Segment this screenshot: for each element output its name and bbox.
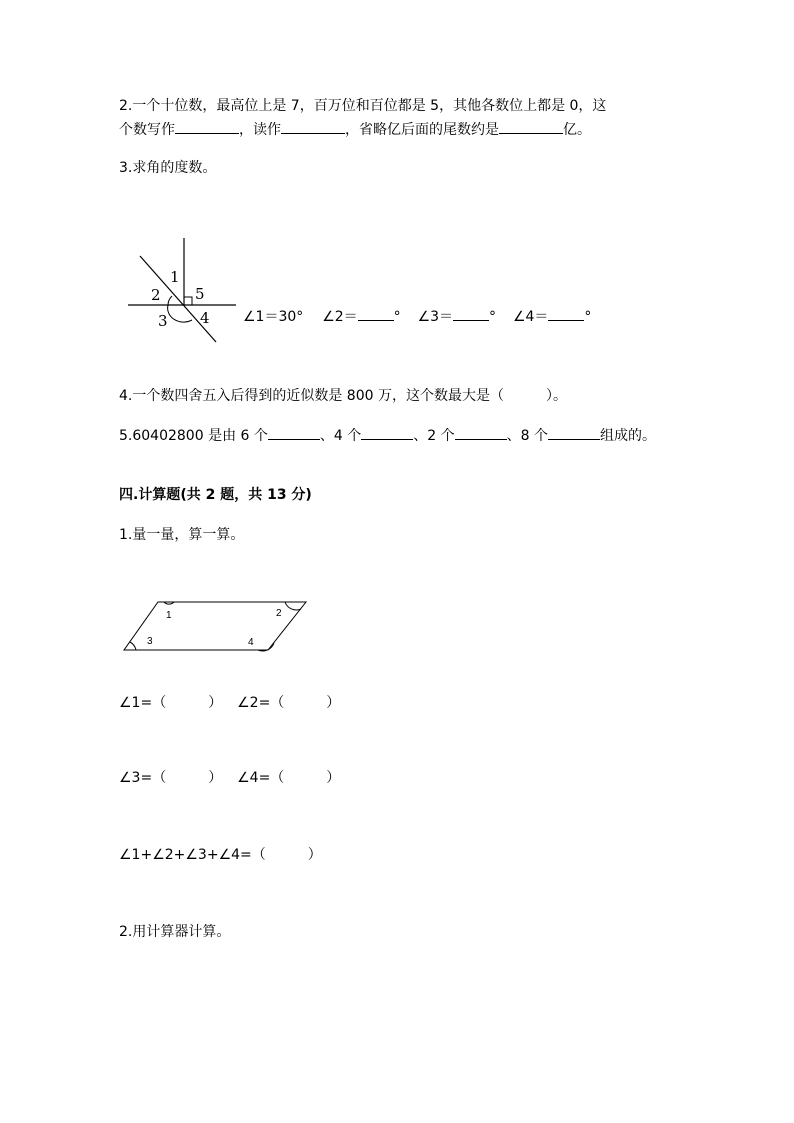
para-label-4: 4 <box>248 637 254 648</box>
calc1-title: 1.量一量，算一算。 <box>119 527 245 543</box>
angle4-deg: ° <box>584 309 592 325</box>
fig-label-5: 5 <box>195 285 205 303</box>
calc1-sum: ∠1+∠2+∠3+∠4=（ ） <box>119 847 322 863</box>
angle4-label: ∠4＝ <box>512 309 549 325</box>
q5-blank-2[interactable] <box>361 425 413 440</box>
para-label-1: 1 <box>166 610 172 621</box>
q2-text-d: 亿。 <box>563 122 591 138</box>
q2-line1: 2.一个十位数，最高位上是 7，百万位和百位都是 5，其他各数位上都是 0，这 <box>119 98 607 114</box>
q5-text-b: 、4 个 <box>319 428 362 444</box>
q3-title: 3.求角的度数。 <box>119 160 217 176</box>
angle2-deg: ° <box>393 309 401 325</box>
q5-text-c: 、2 个 <box>413 428 455 444</box>
calc2-title: 2.用计算器计算。 <box>119 924 231 940</box>
q4-text: 4.一个数四舍五入后得到的近似数是 800 万，这个数最大是（ ）。 <box>119 388 567 404</box>
right-angle-mark <box>184 297 192 305</box>
fig-label-4: 4 <box>200 309 210 327</box>
calc1-row2 <box>119 768 340 788</box>
angle4-blank[interactable] <box>548 306 584 321</box>
angle3-blank[interactable] <box>453 306 489 321</box>
q2-text-c: ，省略亿后面的尾数约是 <box>345 122 499 138</box>
calc1-angle2: ∠2=（ ） <box>237 695 341 711</box>
parallelogram-figure <box>118 594 314 658</box>
fig-label-1: 1 <box>170 268 180 286</box>
angle-figure <box>120 234 240 346</box>
angle-arc <box>168 296 192 322</box>
angle2-label: ∠2＝ <box>322 309 358 325</box>
fig-label-2: 2 <box>151 286 161 304</box>
angle2-blank[interactable] <box>358 306 394 321</box>
q5-text-a: 5.60402800 是由 6 个 <box>119 428 268 444</box>
para-label-3: 3 <box>147 636 153 647</box>
q5-blank-1[interactable] <box>268 425 320 440</box>
q5-line <box>119 425 656 446</box>
section4-title: 四.计算题(共 2 题，共 13 分) <box>119 487 312 503</box>
q2-blank-read[interactable] <box>281 119 345 134</box>
q2-line2 <box>119 119 591 140</box>
arc-angle-3 <box>130 642 136 650</box>
q3-answers <box>243 306 591 327</box>
calc1-angle1: ∠1=（ ） <box>119 695 223 711</box>
q5-text-e: 组成的。 <box>599 428 656 444</box>
fig-label-3: 3 <box>158 312 168 330</box>
angle3-label: ∠3＝ <box>417 309 454 325</box>
arc-angle-2 <box>285 602 301 610</box>
calc1-angle4: ∠4=（ ） <box>237 770 341 786</box>
q5-blank-4[interactable] <box>548 425 600 440</box>
q5-text-d: 、8 个 <box>506 428 548 444</box>
q2-text-a: 个数写作 <box>119 122 175 138</box>
calc1-angle3: ∠3=（ ） <box>119 770 223 786</box>
angle1-value: ∠1＝30° <box>243 309 304 325</box>
angle3-deg: ° <box>489 309 497 325</box>
para-label-2: 2 <box>276 608 282 619</box>
calc1-row1 <box>119 693 340 713</box>
q2-blank-approx[interactable] <box>499 119 563 134</box>
q5-blank-3[interactable] <box>455 425 507 440</box>
q2-text-b: ，读作 <box>239 122 281 138</box>
q2-blank-write[interactable] <box>175 119 239 134</box>
